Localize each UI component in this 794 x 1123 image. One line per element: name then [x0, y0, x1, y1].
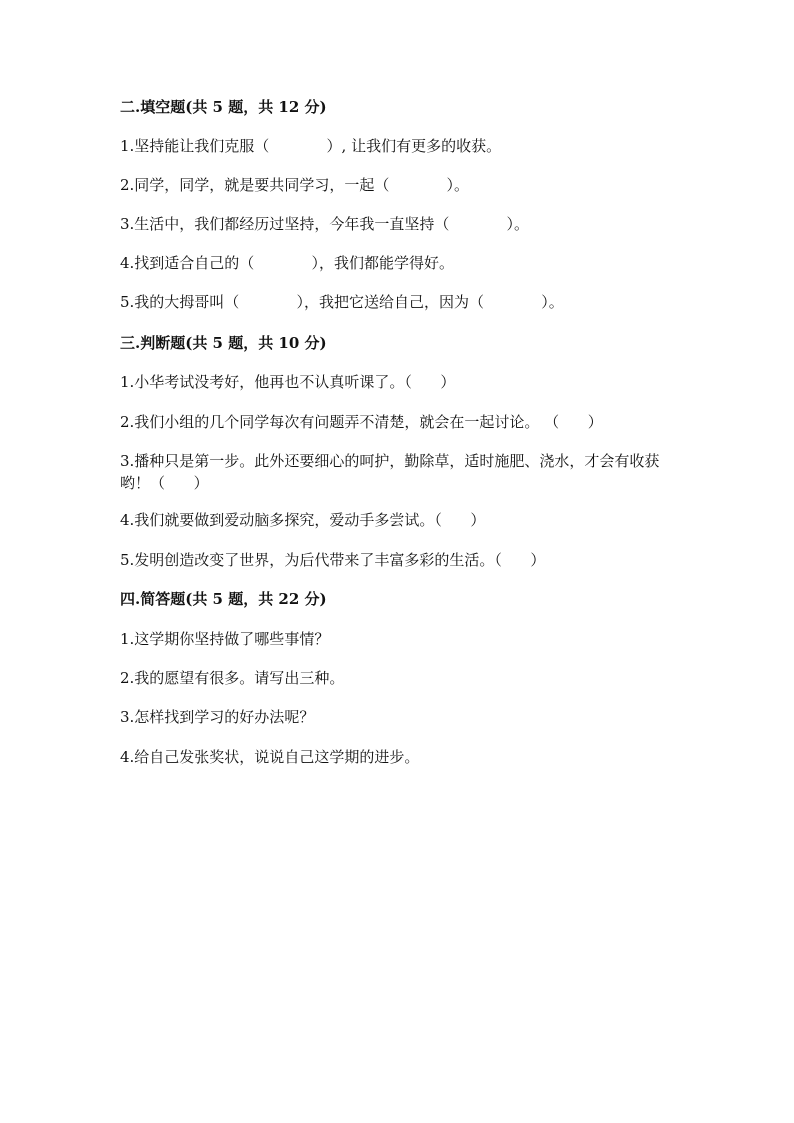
fill-question-1: 1.坚持能让我们克服（ ）, 让我们有更多的收获。: [120, 137, 502, 155]
answer-question-1: 1.这学期你坚持做了哪些事情？: [120, 630, 330, 648]
fill-question-3: 3.生活中，我们都经历过坚持，今年我一直坚持（ ）。: [120, 215, 530, 233]
fill-question-4: 4.找到适合自己的（ ），我们都能学得好。: [120, 254, 455, 272]
answer-question-3: 3.怎样找到学习的好办法呢？: [120, 708, 315, 726]
fill-section-title: 二.填空题(共 5 题，共 12 分): [120, 98, 327, 116]
judge-question-5: 5.发明创造改变了世界，为后代带来了丰富多彩的生活。（ ）: [120, 551, 546, 569]
fill-question-2: 2.同学，同学，就是要共同学习，一起（ ）。: [120, 176, 470, 194]
answer-question-4: 4.给自己发张奖状，说说自己这学期的进步。: [120, 748, 420, 766]
judge-question-4: 4.我们就要做到爱动脑多探究，爱动手多尝试。（ ）: [120, 511, 486, 529]
judge-question-2: 2.我们小组的几个同学每次有问题弄不清楚，就会在一起讨论。 （ ）: [120, 413, 603, 431]
judge-section-title: 三.判断题(共 5 题，共 10 分): [120, 334, 327, 352]
answer-section-title: 四.简答题(共 5 题，共 22 分): [120, 590, 327, 608]
judge-question-3: 3.播种只是第一步。此外还要细心的呵护，勤除草，适时施肥、浇水，才会有收获哟！（ ）: [120, 452, 660, 492]
answer-question-2: 2.我的愿望有很多。请写出三种。: [120, 669, 345, 687]
judge-question-1: 1.小华考试没考好，他再也不认真听课了。（ ）: [120, 373, 456, 391]
fill-question-5: 5.我的大拇哥叫（ ），我把它送给自己，因为（ ）。: [120, 293, 564, 311]
